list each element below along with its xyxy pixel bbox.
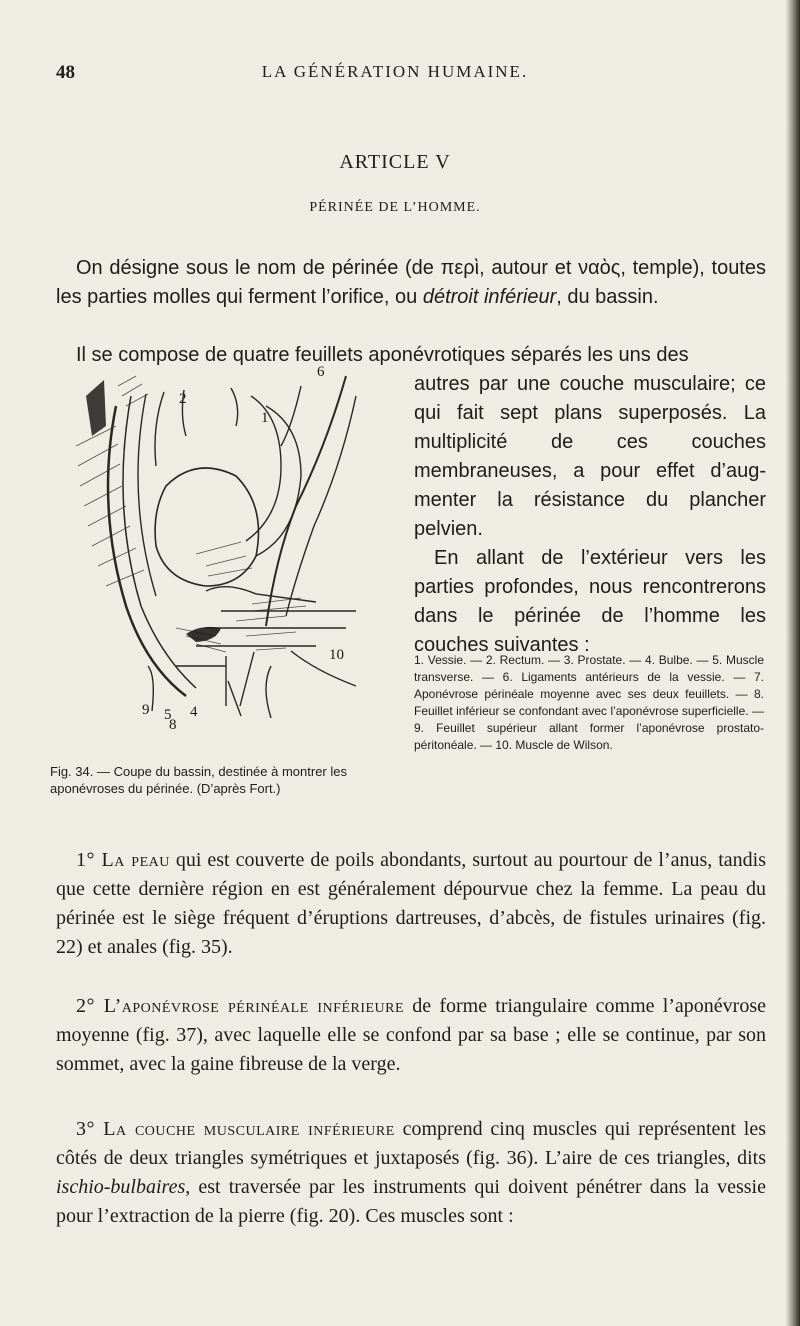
- item-3-text: comprend cinq muscles qui représentent les côtés de deux triangles symétriques et juxtaposés (fig. 36). L’aire de ces triangles, dits: [56, 1118, 766, 1169]
- item-2-paragraph: [56, 992, 766, 1079]
- intro-paragraph-2-line-1: Il se compose de quatre feuillets aponévrotiques séparés les uns des: [76, 344, 689, 366]
- figure-label-10: 10: [329, 647, 344, 663]
- item-1-text: qui est couverte de poils abondants, surtout au pourtour de l’anus, tandis que cette dernière région en est généralement dépourvue chez la femme. La peau du périnée est le siège fréquent d’éruptions dartreuses, d’abcès, de fistules urinaires (fig. 22) et anales (fig. 35).: [56, 849, 766, 958]
- figure-legend: 1. Vessie. — 2. Rectum. — 3. Prostate. — 4. Bulbe. — 5. Muscle transverse. — 6. Ligaments antérieurs de la vessie. — 7. Aponévrose périnéale moyenne avec ses deux feuillets. — 8. Feuillet inférieur se confondant avec l’aponévrose superficielle. — 9. Feuillet supérieur allant former l’aponévrose prostato-péritonéale. — 10. Muscle de Wilson.: [414, 653, 764, 752]
- intro-text: On désigne sous le nom de périnée (de: [76, 257, 441, 279]
- figure-label-1: 1: [261, 410, 269, 426]
- greek-word: ναὸς: [578, 257, 621, 279]
- figure-label-6: 6: [317, 364, 325, 380]
- greek-word: περὶ: [440, 257, 480, 279]
- intro-paragraph-1: [56, 254, 766, 312]
- figure-label-4: 4: [190, 704, 198, 720]
- article-title: ARTICLE V: [339, 151, 451, 173]
- item-3-text: , est traversée par les instruments qui doivent pénétrer dans la vessie pour l’extraction de la pierre (fig. 20). Ces muscles sont :: [56, 1176, 766, 1227]
- emphasis: détroit inférieur: [422, 286, 557, 308]
- running-head: [0, 62, 790, 86]
- page-number: 48: [56, 62, 75, 83]
- intro-paragraph-3: En allant de l’extérieur vers les parties profondes, nous rencontrerons dans le périnée de l’homme les couches suivantes :: [414, 547, 766, 656]
- item-3-paragraph: [56, 1115, 766, 1231]
- figure-caption: Fig. 34. — Coupe du bassin, destinée à montrer les aponévroses du périnée. (D’après Fort.): [50, 764, 347, 796]
- section-title: PÉRINÉE DE L’HOMME.: [309, 200, 481, 215]
- page-edge-shadow: [786, 0, 800, 1326]
- emphasis: ischio-bulbaires: [56, 1176, 186, 1198]
- pelvis-section-drawing: [56, 366, 400, 738]
- intro-text: , temple), toutes les parties molles qui ferment l’orifice, ou: [56, 257, 766, 308]
- figure-label-8: 8: [169, 717, 177, 733]
- intro-text: , du bassin.: [556, 286, 659, 308]
- running-title: LA GÉNÉRATION HUMAINE.: [261, 62, 529, 81]
- item-3-lead: 3° La couche musculaire inférieure: [76, 1118, 395, 1140]
- item-2-text: de forme triangulaire comme l’aponévrose moyenne (fig. 37), avec laquelle elle se confond par sa base ; elle se continue, par son sommet, avec la gaine fibreuse de la verge.: [56, 995, 766, 1075]
- pelvis-section-figure: [56, 366, 400, 738]
- item-2-lead: 2° L’aponévrose périnéale inférieure: [76, 995, 405, 1017]
- item-1-lead: 1° La peau: [76, 849, 170, 871]
- figure-label-9: 9: [142, 702, 150, 718]
- figure-label-2: 2: [179, 391, 187, 407]
- intro-paragraph-2-rest: autres par une couche musculaire; ce qui fait sept plans superposés. La multiplicité de ces couches membraneuses, a pour effet d’augmenter la résistance du plancher pelvien.: [414, 373, 766, 540]
- item-1-paragraph: [56, 846, 766, 962]
- figure-label-5: 5: [164, 707, 172, 723]
- intro-text: , autour et: [479, 257, 579, 279]
